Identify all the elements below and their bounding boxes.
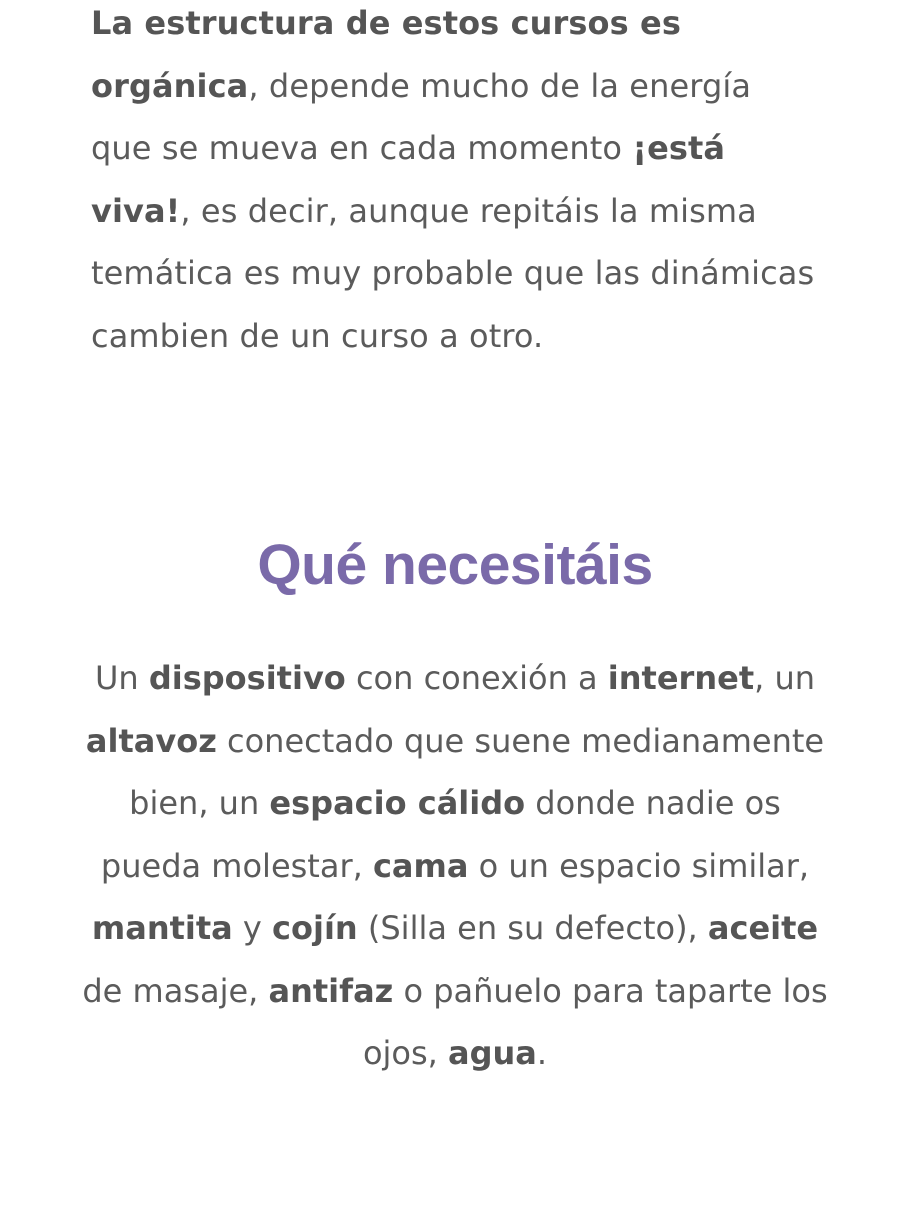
- needs-item-eye-mask: antifaz: [268, 971, 394, 1010]
- needs-item-cushion: cojín: [272, 909, 358, 947]
- intro-text-energy: , depende mucho de la energía que se mueva en cada momento: [91, 66, 752, 167]
- needs-item-internet: internet: [607, 659, 755, 697]
- section-title: Qué necesitáis: [257, 533, 653, 597]
- needs-text: donde nadie os pueda molestar,: [100, 784, 781, 885]
- needs-text: conectado que suene medianamente bien, un: [129, 721, 825, 822]
- needs-item-speaker: altavoz: [85, 721, 217, 760]
- needs-item-blanket: mantita: [91, 909, 233, 947]
- intro-text-dynamics: , es decir, aunque repitáis la misma temática es muy probable que las dinámicas cambien de un curso a otro.: [91, 191, 815, 355]
- needs-text: con conexión a: [345, 659, 608, 697]
- needs-item-device: dispositivo: [148, 659, 346, 697]
- needs-paragraph: [80, 647, 830, 1085]
- intro-paragraph: [91, 0, 821, 367]
- needs-text: o un espacio similar,: [468, 846, 810, 885]
- needs-item-water: agua: [448, 1034, 537, 1072]
- needs-text: , un: [754, 659, 816, 697]
- needs-text: y: [232, 909, 273, 947]
- needs-text: (Silla en su defecto),: [357, 909, 708, 947]
- intro-bold-alive: ¡está viva!: [91, 129, 726, 230]
- needs-item-oil: aceite: [707, 909, 819, 947]
- needs-text: .: [536, 1034, 548, 1072]
- needs-text: de masaje,: [82, 971, 269, 1010]
- needs-item-warm-space: espacio cálido: [269, 784, 526, 822]
- needs-text: o pañuelo para taparte los ojos,: [362, 971, 828, 1072]
- intro-bold-structure: La estructura de estos cursos es orgánica: [91, 4, 681, 105]
- needs-text: Un: [94, 659, 149, 697]
- needs-item-bed: cama: [372, 846, 469, 885]
